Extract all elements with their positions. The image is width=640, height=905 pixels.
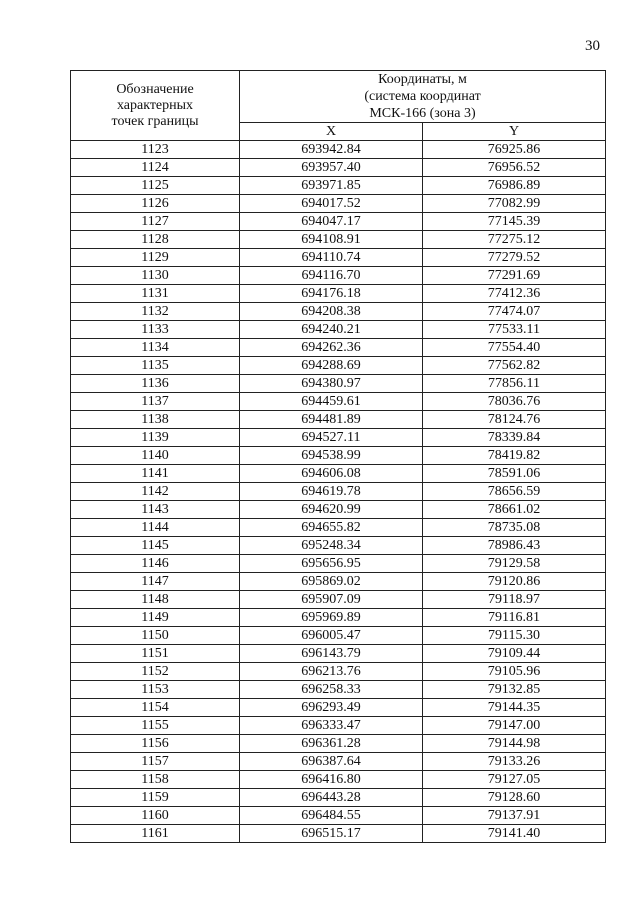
x-coordinate-cell: 694606.08 [240, 465, 423, 483]
table-row [71, 681, 606, 699]
table-row [71, 591, 606, 609]
x-coordinate-cell: 696484.55 [240, 807, 423, 825]
point-id-cell: 1160 [71, 807, 240, 825]
y-coordinate-cell: 78661.02 [423, 501, 606, 519]
point-id-cell: 1157 [71, 753, 240, 771]
point-id-cell: 1155 [71, 717, 240, 735]
x-coordinate-cell: 694481.89 [240, 411, 423, 429]
table-row [71, 357, 606, 375]
x-coordinate-cell: 696416.80 [240, 771, 423, 789]
x-coordinate-cell: 696005.47 [240, 627, 423, 645]
header-line: Координаты, м [378, 72, 467, 87]
header-line: характерных [116, 97, 194, 113]
table-row [71, 285, 606, 303]
x-coordinate-cell: 694262.36 [240, 339, 423, 357]
point-id-cell: 1144 [71, 519, 240, 537]
point-id-cell: 1156 [71, 735, 240, 753]
point-id-cell: 1154 [71, 699, 240, 717]
header-line: Обозначение [116, 81, 194, 97]
y-coordinate-cell: 77856.11 [423, 375, 606, 393]
x-coordinate-cell: 694017.52 [240, 195, 423, 213]
x-coordinate-cell: 694108.91 [240, 231, 423, 249]
table-row [71, 789, 606, 807]
table-row [71, 555, 606, 573]
table-row [71, 267, 606, 285]
x-coordinate-cell: 694240.21 [240, 321, 423, 339]
point-id-cell: 1134 [71, 339, 240, 357]
y-coordinate-cell: 79116.81 [423, 609, 606, 627]
point-id-cell: 1128 [71, 231, 240, 249]
table-row [71, 753, 606, 771]
x-coordinate-cell: 696293.49 [240, 699, 423, 717]
table-row [71, 699, 606, 717]
x-coordinate-cell: 695907.09 [240, 591, 423, 609]
table-row [71, 339, 606, 357]
table-row [71, 177, 606, 195]
table-row [71, 411, 606, 429]
point-id-cell: 1130 [71, 267, 240, 285]
table-row [71, 213, 606, 231]
x-coordinate-cell: 694208.38 [240, 303, 423, 321]
x-coordinate-cell: 695969.89 [240, 609, 423, 627]
header-line: точек границы [111, 113, 199, 129]
table-row [71, 195, 606, 213]
table-row [71, 663, 606, 681]
y-column-header: Y [423, 123, 606, 141]
point-id-cell: 1131 [71, 285, 240, 303]
x-coordinate-cell: 693971.85 [240, 177, 423, 195]
table-row [71, 375, 606, 393]
y-coordinate-cell: 78591.06 [423, 465, 606, 483]
y-coordinate-cell: 79132.85 [423, 681, 606, 699]
y-coordinate-cell: 79141.40 [423, 825, 606, 843]
point-id-cell: 1158 [71, 771, 240, 789]
point-id-cell: 1150 [71, 627, 240, 645]
x-coordinate-cell: 694116.70 [240, 267, 423, 285]
point-id-cell: 1125 [71, 177, 240, 195]
table-row [71, 627, 606, 645]
x-coordinate-cell: 694380.97 [240, 375, 423, 393]
y-coordinate-cell: 77474.07 [423, 303, 606, 321]
x-coordinate-cell: 695656.95 [240, 555, 423, 573]
point-id-cell: 1141 [71, 465, 240, 483]
y-coordinate-cell: 77279.52 [423, 249, 606, 267]
table-row [71, 825, 606, 843]
y-coordinate-cell: 78656.59 [423, 483, 606, 501]
y-coordinate-cell: 77145.39 [423, 213, 606, 231]
table-row [71, 609, 606, 627]
point-id-cell: 1129 [71, 249, 240, 267]
y-coordinate-cell: 78735.08 [423, 519, 606, 537]
page-number: 30 [585, 38, 600, 54]
point-id-cell: 1137 [71, 393, 240, 411]
point-id-cell: 1148 [71, 591, 240, 609]
point-id-cell: 1145 [71, 537, 240, 555]
y-coordinate-cell: 79144.35 [423, 699, 606, 717]
table-row [71, 807, 606, 825]
table-row [71, 321, 606, 339]
table-row [71, 393, 606, 411]
table-row [71, 717, 606, 735]
point-id-cell: 1123 [71, 141, 240, 159]
table-row [71, 537, 606, 555]
point-id-cell: 1152 [71, 663, 240, 681]
table-row [71, 447, 606, 465]
y-coordinate-cell: 79127.05 [423, 771, 606, 789]
point-id-cell: 1147 [71, 573, 240, 591]
x-coordinate-cell: 696258.33 [240, 681, 423, 699]
point-id-cell: 1132 [71, 303, 240, 321]
x-coordinate-cell: 694459.61 [240, 393, 423, 411]
y-coordinate-cell: 77554.40 [423, 339, 606, 357]
point-id-cell: 1161 [71, 825, 240, 843]
x-coordinate-cell: 693942.84 [240, 141, 423, 159]
point-id-cell: 1142 [71, 483, 240, 501]
header-line: МСК-166 (зона 3) [369, 106, 476, 121]
x-coordinate-cell: 696213.76 [240, 663, 423, 681]
y-coordinate-cell: 79137.91 [423, 807, 606, 825]
point-designation-header [71, 71, 240, 141]
table-row [71, 573, 606, 591]
table-row [71, 303, 606, 321]
header-line: (система координат [364, 89, 481, 104]
y-coordinate-cell: 79118.97 [423, 591, 606, 609]
point-id-cell: 1135 [71, 357, 240, 375]
coordinates-header [240, 71, 606, 123]
table-row [71, 141, 606, 159]
x-column-header: X [240, 123, 423, 141]
x-coordinate-cell: 695248.34 [240, 537, 423, 555]
x-coordinate-cell: 694110.74 [240, 249, 423, 267]
y-coordinate-cell: 77412.36 [423, 285, 606, 303]
table-row [71, 483, 606, 501]
x-coordinate-cell: 694288.69 [240, 357, 423, 375]
x-coordinate-cell: 693957.40 [240, 159, 423, 177]
point-id-cell: 1159 [71, 789, 240, 807]
y-coordinate-cell: 78419.82 [423, 447, 606, 465]
y-coordinate-cell: 79129.58 [423, 555, 606, 573]
y-coordinate-cell: 79120.86 [423, 573, 606, 591]
point-id-cell: 1138 [71, 411, 240, 429]
x-coordinate-cell: 696387.64 [240, 753, 423, 771]
y-coordinate-cell: 77562.82 [423, 357, 606, 375]
y-coordinate-cell: 77082.99 [423, 195, 606, 213]
x-coordinate-cell: 694176.18 [240, 285, 423, 303]
y-coordinate-cell: 78339.84 [423, 429, 606, 447]
point-id-cell: 1124 [71, 159, 240, 177]
table-row [71, 159, 606, 177]
x-coordinate-cell: 695869.02 [240, 573, 423, 591]
point-id-cell: 1139 [71, 429, 240, 447]
x-coordinate-cell: 694620.99 [240, 501, 423, 519]
x-coordinate-cell: 696333.47 [240, 717, 423, 735]
table-header [71, 71, 606, 141]
header-row [71, 71, 606, 123]
table-body [71, 141, 606, 843]
point-id-cell: 1127 [71, 213, 240, 231]
x-coordinate-cell: 694619.78 [240, 483, 423, 501]
y-coordinate-cell: 77275.12 [423, 231, 606, 249]
y-coordinate-cell: 79109.44 [423, 645, 606, 663]
table-row [71, 465, 606, 483]
y-coordinate-cell: 78986.43 [423, 537, 606, 555]
point-id-cell: 1126 [71, 195, 240, 213]
y-coordinate-cell: 79105.96 [423, 663, 606, 681]
x-coordinate-cell: 696361.28 [240, 735, 423, 753]
point-id-cell: 1143 [71, 501, 240, 519]
table-row [71, 645, 606, 663]
y-coordinate-cell: 79115.30 [423, 627, 606, 645]
point-id-cell: 1153 [71, 681, 240, 699]
table-row [71, 429, 606, 447]
y-coordinate-cell: 77533.11 [423, 321, 606, 339]
y-coordinate-cell: 79133.26 [423, 753, 606, 771]
x-coordinate-cell: 696143.79 [240, 645, 423, 663]
point-id-cell: 1149 [71, 609, 240, 627]
x-coordinate-cell: 696443.28 [240, 789, 423, 807]
y-coordinate-cell: 79128.60 [423, 789, 606, 807]
y-coordinate-cell: 76925.86 [423, 141, 606, 159]
point-id-cell: 1146 [71, 555, 240, 573]
x-coordinate-cell: 694527.11 [240, 429, 423, 447]
point-id-cell: 1151 [71, 645, 240, 663]
y-coordinate-cell: 78124.76 [423, 411, 606, 429]
y-coordinate-cell: 79144.98 [423, 735, 606, 753]
y-coordinate-cell: 76986.89 [423, 177, 606, 195]
table-row [71, 231, 606, 249]
coordinates-table [70, 70, 606, 843]
point-id-cell: 1140 [71, 447, 240, 465]
table-row [71, 519, 606, 537]
x-coordinate-cell: 696515.17 [240, 825, 423, 843]
y-coordinate-cell: 79147.00 [423, 717, 606, 735]
point-id-cell: 1133 [71, 321, 240, 339]
table-row [71, 501, 606, 519]
x-coordinate-cell: 694538.99 [240, 447, 423, 465]
table-row [71, 249, 606, 267]
x-coordinate-cell: 694655.82 [240, 519, 423, 537]
table-row [71, 771, 606, 789]
y-coordinate-cell: 76956.52 [423, 159, 606, 177]
table-row [71, 735, 606, 753]
y-coordinate-cell: 77291.69 [423, 267, 606, 285]
x-coordinate-cell: 694047.17 [240, 213, 423, 231]
point-id-cell: 1136 [71, 375, 240, 393]
y-coordinate-cell: 78036.76 [423, 393, 606, 411]
